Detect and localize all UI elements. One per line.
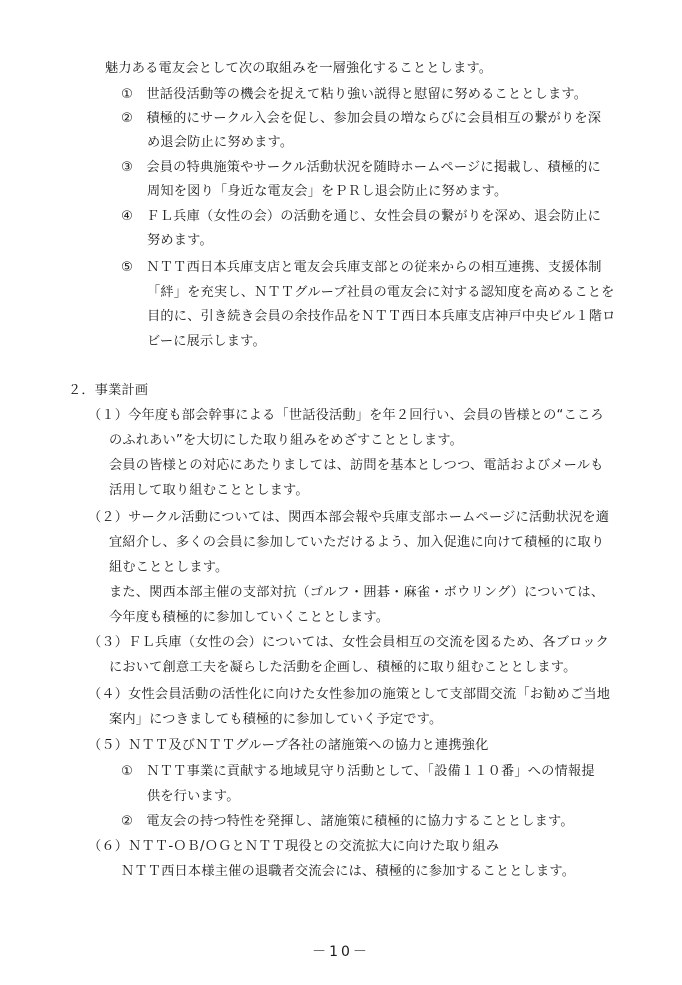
plan-5-sub-1-line-1: ① ＮＴＴ事業に貢献する地域見守り活動として、「設備１１０番」への情報提 [121, 764, 595, 779]
measure-4-line-2: 努めます。 [147, 233, 213, 248]
measure-2-line-2: め退会防止に努めます。 [147, 135, 294, 150]
page-number: －10－ [312, 944, 370, 960]
measure-5-line-4: ビーに展示します。 [147, 334, 266, 349]
plan-1-line-1: （１）今年度も部会幹事による「世話役活動」を年２回行い、会員の皆様との“こころ [88, 408, 604, 423]
measure-5-line-2: 「絆」を充実し、ＮＴＴグループ社員の電友会に対する認知度を高めることを [147, 285, 615, 300]
plan-2-line-5: 今年度も積極的に参加していくこととします。 [109, 610, 390, 625]
plan-1-line-4: 活用して取り組むこととします。 [109, 483, 309, 498]
plan-4-line-2: 案内」につきましても積極的に参加していく予定です。 [109, 712, 443, 727]
plan-5-sub-1-line-2: 供を行います。 [147, 789, 240, 804]
measure-3-line-1: ③ 会員の特典施策やサークル活動状況を随時ホームページに掲載し、積極的に [121, 160, 601, 175]
plan-5-sub-2-line-1: ② 電友会の持つ特性を発揮し、諸施策に積極的に協力することとします。 [121, 814, 574, 829]
plan-5-line-1: （５）ＮＴＴ及びＮＴＴグループ各社の諸施策への協力と連携強化 [88, 738, 489, 753]
plan-2-line-4: また、関西本部主催の支部対抗（ゴルフ・囲碁・麻雀・ボウリング）については、 [109, 585, 605, 600]
measure-2-line-1: ② 積極的にサークル入会を促し、参加会員の増ならびに会員相互の繋がりを深 [121, 111, 602, 126]
plan-3-line-1: （３）ＦＬ兵庫（女性の会）については、女性会員相互の交流を図るため、各ブロック [88, 635, 610, 650]
measure-5-line-3: 目的に、引き続き会員の余技作品をＮＴＴ西日本兵庫支店神戸中央ビル１階ロ [147, 309, 616, 324]
plan-2-line-3: 組むこととします。 [109, 560, 229, 575]
intro-text: 魅力ある電友会として次の取組みを一層強化することとします。 [105, 61, 493, 76]
section-heading: ２．事業計画 [68, 383, 149, 398]
plan-2-line-2: 宜紹介し、多くの会員に参加していただけるよう、加入促進に向けて積極的に取り [109, 535, 605, 550]
plan-4-line-1: （４）女性会員活動の活性化に向けた女性参加の施策として支部間交流「お勧めご当地 [88, 687, 611, 702]
measure-3-line-2: 周知を図り「身近な電友会」をＰＲし退会防止に努めます。 [147, 184, 508, 199]
plan-6-line-2: ＮＴＴ西日本様主催の退職者交流会には、積極的に参加することとします。 [121, 864, 576, 879]
plan-1-line-2: のふれあい”を大切にした取り組みをめざすこととします。 [109, 433, 464, 448]
plan-2-line-1: （２）サークル活動については、関西本部会報や兵庫支部ホームページに活動状況を適 [88, 510, 610, 525]
plan-6-line-1: （６）ＮＴＴ-ＯＢ/ＯＧとＮＴＴ現役との交流拡大に向けた取り組み [88, 839, 500, 854]
measure-1-line-1: ① 世話役活動等の機会を捉えて粘り強い説得と慰留に努めることとします。 [121, 87, 588, 102]
plan-3-line-2: において創意工夫を凝らした活動を企画し、積極的に取り組むこととします。 [109, 660, 577, 675]
measure-5-line-1: ⑤ ＮＴＴ西日本兵庫支店と電友会兵庫支部との従来からの相互連携、支援体制 [121, 260, 602, 275]
plan-1-line-3: 会員の皆様との対応にあたりましては、訪問を基本としつつ、電話およびメールも [109, 458, 604, 473]
measure-4-line-1: ④ ＦＬ兵庫（女性の会）の活動を通じ、女性会員の繋がりを深め、退会防止に [121, 209, 602, 224]
